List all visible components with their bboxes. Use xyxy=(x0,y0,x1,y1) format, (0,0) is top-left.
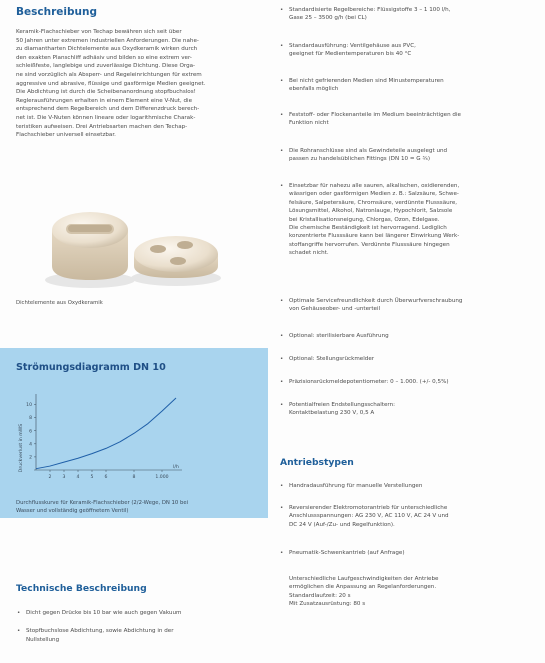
list-item-text: • Optional: sterilisierbare Ausführung xyxy=(289,333,389,339)
list-item-text: • Feststoff- oder Flockenanteile im Medium beeinträchtigen die xyxy=(289,112,461,118)
heading-antriebstypen: Antriebstypen xyxy=(280,457,354,468)
list-item xyxy=(280,147,525,164)
heading-technische-beschreibung: Technische Beschreibung xyxy=(16,583,147,594)
list-item xyxy=(280,77,525,94)
flow-chart xyxy=(14,388,190,492)
list-item-text: • Stopfbuchslose Abdichtung, sowie Abdichtung in der xyxy=(26,628,174,635)
y-tick-label: 4 xyxy=(29,442,32,448)
list-item xyxy=(280,42,525,59)
list-item xyxy=(16,627,266,644)
list-item-text: Nullstellung xyxy=(26,636,60,643)
list-item xyxy=(16,609,266,617)
list-item-text: • Die Rohranschlüsse sind als Gewindeteile ausgelegt und xyxy=(289,148,448,154)
list-item xyxy=(280,482,525,490)
description-paragraph xyxy=(16,28,266,140)
list-item-text: Anschlussspannungen: AG 230 V, AC 110 V, AC 24 V und xyxy=(289,513,449,520)
flow-diagram-caption xyxy=(16,499,256,515)
list-item xyxy=(280,6,525,23)
x-tick-label: 2 xyxy=(48,475,52,480)
list-item-text: konzentrierte Flusssäure kann bei längerer Einwirkung Werk- xyxy=(289,233,460,240)
paragraph-line: aggressive und abrasive, flüssige und gasförmige Medien geeignet. xyxy=(16,80,206,87)
photo-caption: Dichtelemente aus Oxydkeramik xyxy=(16,300,103,306)
list-item xyxy=(280,111,525,128)
list-item-text: • Handradausführung für manuelle Verstellungen xyxy=(289,483,423,489)
list-item-text: Die chemische Beständigkeit ist hervorragend. Lediglich xyxy=(289,225,447,232)
list-item-text: • Optional: Stellungsrückmelder xyxy=(289,356,375,362)
flow-curve-series xyxy=(36,398,176,469)
list-item-text: geeignet für Medientemperaturen bis 40 °C xyxy=(289,51,412,58)
paragraph-line: schleißfeste, langlebige und zuverlässige Dichtung. Diese Orga- xyxy=(16,63,196,70)
heading-beschreibung: Beschreibung xyxy=(16,6,97,18)
list-item-text: felsäure, Salpetersäure, Chromsäure, verdünnte Flusssäure, xyxy=(289,199,458,206)
note-line: Unterschiedliche Laufgeschwindigkeiten der Antriebe xyxy=(289,576,439,582)
list-item xyxy=(280,401,525,418)
list-item-text: Lösungsmittel, Alkohol, Natronlauge, Hypochlorit, Salzsole xyxy=(289,208,453,215)
technical-list xyxy=(16,609,266,654)
list-item-text: • Pneumatik-Schwenkantrieb (auf Anfrage) xyxy=(289,550,405,556)
list-item-text: DC 24 V (Auf-/Zu- und Regelfunktion). xyxy=(289,521,395,528)
list-item-text: • Potentialfreien Endstellungsschaltern: xyxy=(289,402,396,408)
list-item-text: bei Kristallisationsneigung, Chlorgas, Ozon, Edelgase. xyxy=(289,216,440,223)
x-tick-label: 1.000 xyxy=(155,475,169,480)
drive-speed-note xyxy=(289,575,525,609)
paragraph-line: den exakten Planschliff adhäsiv und bilden so eine extrem ver- xyxy=(16,54,192,61)
x-tick-label: 6 xyxy=(104,475,108,480)
paragraph-line: ne sind vorzüglich als Absperr- und Regeleinrichtungen für extrem xyxy=(16,71,202,78)
list-item-text: • Reversierender Elektromotorantrieb für unterschiedliche xyxy=(289,505,448,511)
list-item-text: Kontaktbelastung 230 V, 0,5 A xyxy=(289,410,375,417)
x-tick-label: 4 xyxy=(76,475,80,480)
list-item xyxy=(280,549,525,557)
note-line: Mit Zusatzausrüstung: 80 s xyxy=(289,601,366,608)
list-item-text: • Standardausführung: Ventilgehäuse aus PVC, xyxy=(289,43,416,49)
x-tick-label: 5 xyxy=(90,475,94,480)
paragraph-line: entsprechend dem Regelbereich und dem Differenzdruck berech- xyxy=(16,106,200,113)
caption-line: Durchflusskurve für Keramik-Flachschieber (2/2-Wege, DN 10 bei xyxy=(16,500,189,506)
paragraph-line: Keramik-Flachschieber von Techap bewähren sich seit über xyxy=(16,29,182,35)
flow-diagram-title: Strömungsdiagramm DN 10 xyxy=(16,362,166,373)
paragraph-line: Reglerausführungen erhalten in einem Element eine V-Nut, die xyxy=(16,97,193,104)
y-axis-label: Druckverlust in mWS xyxy=(19,423,24,473)
paragraph-line: zu diamantharten Dichtelemente aus Oxydkeramik wirken durch xyxy=(16,46,198,53)
x-axis-label: l/h xyxy=(173,465,179,470)
list-item-text: wässrigen oder gasförmigen Medien z. B.: Salzsäure, Schwe- xyxy=(289,191,459,198)
list-item-text: Funktion nicht xyxy=(289,120,329,127)
y-tick-label: 2 xyxy=(29,455,32,461)
list-item-text: • Optimale Servicefreundlichkeit durch Überwurfverschraubung xyxy=(289,298,463,304)
note-line: Standardlaufzeit: 20 s xyxy=(289,592,351,599)
ceramic-elements-photo xyxy=(28,188,228,293)
list-item xyxy=(280,297,525,314)
list-item-text: • Dicht gegen Drücke bis 10 bar wie auch gegen Vakuum xyxy=(26,610,182,616)
list-item-text: von Gehäuseober- und -unterteil xyxy=(289,306,381,313)
paragraph-line: net ist. Die V-Nuten können lineare oder logarithmische Charak- xyxy=(16,114,196,121)
list-item xyxy=(280,332,525,340)
list-item-text: • Standardisierte Regelbereiche: Flüssigstoffe 3 – 1 100 l/h, xyxy=(289,7,451,13)
list-item-text: • Bei nicht gefrierenden Medien sind Minustemperaturen xyxy=(289,78,444,84)
x-tick-label: 3 xyxy=(62,475,66,480)
y-tick-label: 8 xyxy=(29,416,32,422)
list-item xyxy=(280,182,525,258)
paragraph-line: teristiken aufweisen. Drei Antriebsarten machen den Techap- xyxy=(16,123,188,130)
list-item xyxy=(280,355,525,363)
note-line: ermöglichen die Anpassung an Regelanforderungen. xyxy=(289,584,437,591)
paragraph-line: 50 Jahren unter extremen industriellen Anforderungen. Die nahe- xyxy=(16,37,199,44)
list-item xyxy=(280,378,525,386)
y-tick-label: 10 xyxy=(26,403,32,409)
caption-line: Wasser und vollständig geöffnetem Ventil) xyxy=(16,508,129,514)
list-item-text: stoffangriffe hervorrufen. Verdünnte Flusssäure hingegen xyxy=(289,241,450,248)
list-item-text: passen zu handelsüblichen Fittings (DN 10 = G ¾) xyxy=(289,156,431,163)
list-item-text: ebenfalls möglich xyxy=(289,86,339,93)
list-item xyxy=(280,504,525,529)
y-tick-label: 6 xyxy=(29,429,32,435)
list-item-text: schadet nicht. xyxy=(289,250,329,257)
paragraph-line: Flachschieber universell einsetzbar. xyxy=(16,132,116,139)
list-item-text: Gase 25 – 3500 g/h (bei CL) xyxy=(289,15,367,22)
list-item-text: • Präzisionsrückmeldepotentiometer: 0 – 1.000. (+/- 0,5%) xyxy=(289,379,449,385)
x-tick-label: 8 xyxy=(132,475,136,480)
paragraph-line: Die Abdichtung ist durch die Scheibenanordnung stopfbuchslos! xyxy=(16,89,196,96)
list-item-text: • Einsetzbar für nahezu alle sauren, alkalischen, oxidierenden, xyxy=(289,183,460,189)
